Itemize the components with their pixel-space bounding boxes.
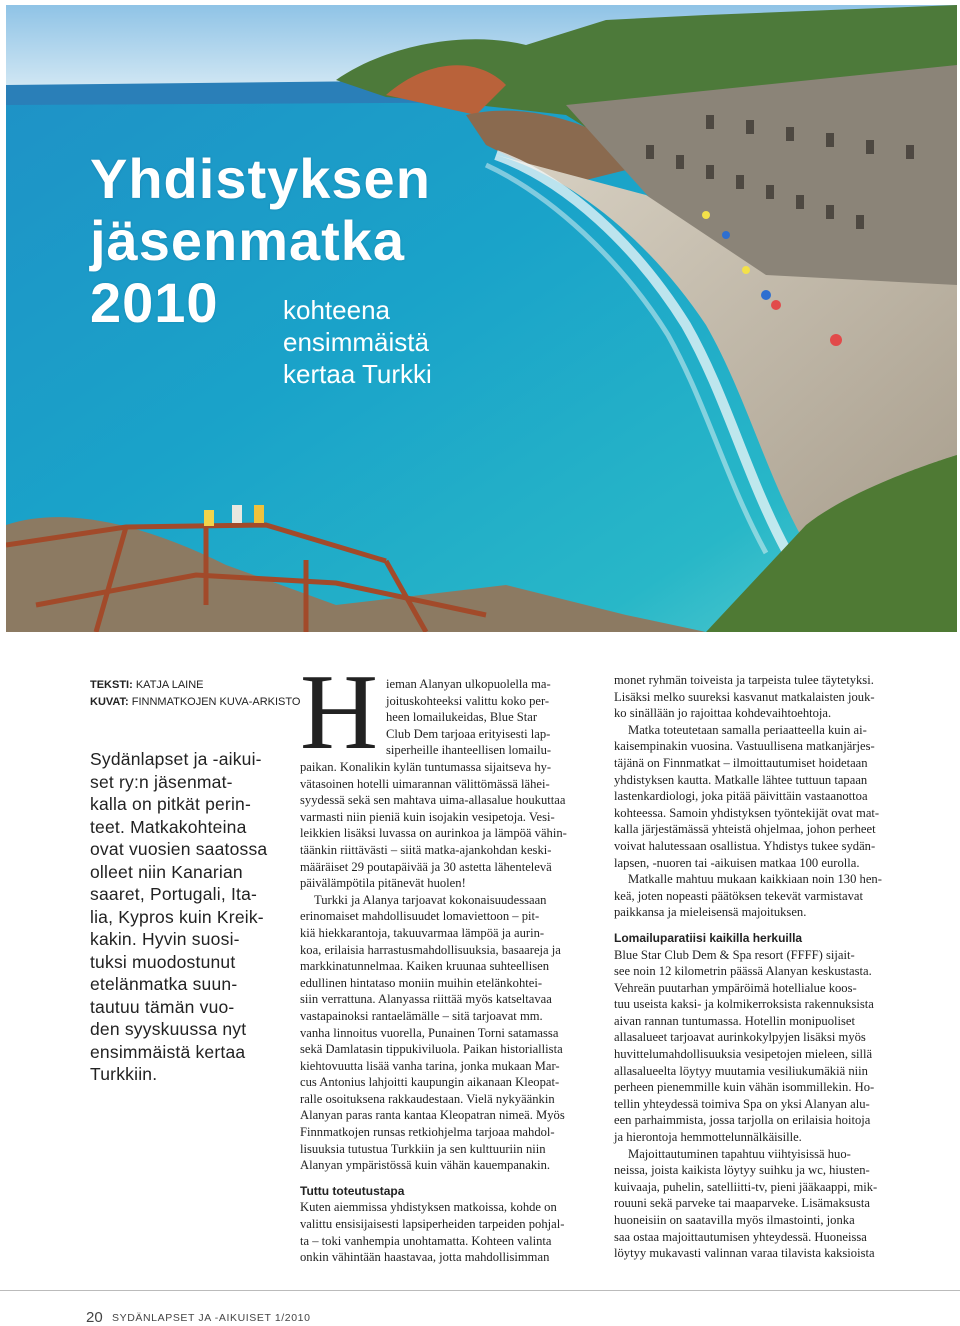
text-line: määräiset 29 poutapäivää ja 30 astetta lähentelevä — [300, 859, 552, 874]
text-line: ovat vuosien saatossa — [90, 839, 268, 859]
title-line-1: Yhdistyksen — [90, 147, 431, 210]
text-line: Kuten aiemmissa yhdistyksen matkoissa, kohde on — [300, 1200, 557, 1215]
text-line: see noin 12 kilometrin päässä Alanyan keskustasta. — [614, 964, 872, 979]
text-line: rouuni sekä parveke tai maaparveke. Lisämaksusta — [614, 1196, 870, 1211]
text-line: kakin. Hyvin suosi- — [90, 929, 240, 949]
text-line: Sydänlapset ja -aikui- — [90, 749, 262, 769]
text-line: huoneisiin on saatavilla myös ilmastointi, jonka — [614, 1213, 855, 1227]
text-line: Finnmatkojen runsas retkiohjelma tarjoaa mahdol- — [300, 1125, 555, 1140]
text-line: allasalueet tarjoavat aurinkokylpyjen lisäksi myös — [614, 1030, 866, 1045]
text-line: lapsen, -nuoren tai -aikuisen matkaa 100 eurolla. — [614, 855, 860, 870]
text-line: kuivaaja, puhelin, satelliitti-tv, pieni jääkaappi, mik- — [614, 1179, 878, 1194]
text-line: cus Antonius lahjoitti kaupungin aikanaan Kleopat- — [300, 1075, 560, 1090]
text-line: allasalueelta löytyy muutamia vesiliukumäkiä niin — [614, 1063, 868, 1078]
text-line: siin verrattuna. Alanyassa riittää myös katseltavaa — [300, 992, 552, 1007]
text-line: varmasti niin pieniä kuin isojakin vesipetoja. Vesi- — [300, 809, 555, 824]
text-line: yhdistyksen kautta. Matkalle lähtee tuttuun tapaan — [614, 772, 868, 787]
text-line: leikkien lisäksi luvassa on aurinkoa ja lämpöä vähin- — [300, 826, 567, 841]
text-line: Club Dem tarjoaa erityisesti lap- — [386, 726, 551, 741]
text-line: joituskohteeksi valittu koko per- — [386, 693, 550, 708]
text-line: Matkalle mahtuu mukaan kaikkiaan noin 130 hen- — [628, 872, 882, 887]
text-line: ko sinällään jo rajoittaa kohdevaihtoehtoja. — [614, 706, 832, 721]
text-line: kohteessa. Samoin yhdistyksen työntekijät ovat mat- — [614, 805, 880, 820]
text-line: täänkin riittävästi – siitä matka-ajankohdan keski- — [300, 842, 552, 857]
text-line: täjänä on Finnmatkat – ilmoittautumiset hoidetaan — [614, 755, 868, 770]
text-line: etelänmatka suun- — [90, 974, 238, 994]
text-line: heen lomailukeidas, Blue Star — [386, 710, 538, 725]
text-line: keä, joten nopeasti päätöksen tekevät varmistavat — [614, 888, 863, 903]
text-line: aivan rannan tuntumassa. Hotellin monipuoliset — [614, 1013, 855, 1028]
subtitle-line-3: kertaa Turkki — [283, 359, 432, 389]
text-line: ensimmäistä kertaa — [90, 1041, 246, 1062]
text-line: paikan. Konalikin kylän tuntumassa sijaitseva hy- — [300, 760, 552, 774]
magazine-name: SYDÄNLAPSET JA -AIKUISET 1/2010 — [112, 1312, 311, 1324]
text-line: vätasoinen hotelli uimarannan välittömässä lähei- — [300, 776, 550, 791]
text-line: markkinatunnelmaa. Kaiken kruunaa suhteellisen — [300, 959, 549, 974]
text-line: vanha linnoitus vuorella, Punainen Torni satamassa — [300, 1025, 559, 1040]
text-line: Turkki ja Alanya tarjoavat kokonaisuudessaan — [314, 892, 547, 907]
text-line: neissa, joista kaikista löytyy suihku ja wc, hiusten- — [614, 1163, 870, 1178]
text-credit: TEKSTI: KATJA LAINE — [90, 679, 204, 691]
lede-paragraph — [90, 748, 280, 1086]
text-line: Blue Star Club Dem & Spa resort (FFFF) sijait- — [614, 947, 855, 962]
text-line: tuu useista kaksi- ja kolmikerroksista rakennuksista — [614, 997, 874, 1012]
text-line: lastenkardiologi, joka pitää päivittäin vastaanottoa — [614, 789, 868, 804]
text-line: ja hierontoja hemmottelunnälkäisille. — [614, 1130, 802, 1145]
text-line: edullinen hintataso moniin muihin etelänkohtei- — [300, 975, 543, 990]
text-line: kiehtovuutta lisää vanha tarina, jonka mukaan Mar- — [300, 1058, 560, 1073]
text-line: olleet niin Kanarian — [90, 861, 243, 882]
text-line: ieman Alanyan ulkopuolella ma- — [386, 677, 551, 691]
text-line: monet ryhmän toiveista ja tarpeista tulee täytetyksi. — [614, 673, 874, 687]
text-line: siperheille ihanteellisen lomailu- — [386, 743, 552, 758]
text-line: päivälämpötila pitänevät huolen! — [300, 876, 466, 891]
text-line: kaisempinakin vuosina. Vastuullisena matkanjärjes- — [614, 739, 875, 754]
text-line: onkin vähintään haastavaa, jotta mahdollisimman — [300, 1250, 550, 1265]
text-line: tellin yhteydessä toimiva Spa on yksi Alanyan alu- — [614, 1096, 870, 1111]
article-subtitle — [283, 294, 432, 390]
text-line: koa, erilaisia harrastusmahdollisuuksia, basaareja ja — [300, 942, 561, 957]
text-line: een parhaimmista, jossa tarjolla on erilaisia hoitoja — [614, 1113, 871, 1128]
text-line: voivat halutessaan osallistua. Yhdistys tukee sydän- — [614, 838, 876, 853]
photo-credit: KUVAT: FINNMATKOJEN KUVA-ARKISTO — [90, 696, 301, 708]
column1-intro — [386, 676, 551, 759]
text-line: Lisäksi melko suureksi kasvanut matkalaisten jouk- — [614, 689, 875, 704]
text-line: saa ostaa majoittautumisen yhteydessä. Huoneissa — [614, 1229, 867, 1244]
text-line: Turkkiin. — [90, 1064, 158, 1084]
footer-rule — [0, 1290, 960, 1291]
text-line: valittu ensisijaisesti lapsiperheiden tarpeiden pohjal- — [300, 1217, 565, 1232]
text-line: Alanyan ympäristössä kuin vähän kauempanakin. — [300, 1158, 551, 1173]
text-line: set ry:n jäsenmat- — [90, 771, 233, 792]
text-line: den syyskuussa nyt — [90, 1019, 247, 1039]
text-line: löytyy mukavasti valinnan varaa tilavista kaksioista — [614, 1246, 875, 1261]
text-line: kalla on pitkät perin- — [90, 794, 252, 814]
text-line: huvittelumahdollisuuksia vesipetojen mieleen, sillä — [614, 1047, 873, 1062]
subtitle-line-2: ensimmäistä — [283, 327, 429, 357]
text-line: syydessä sekä sen mahtava uima-allasalue houkuttaa — [300, 793, 566, 808]
text-line: erinomaiset mahdollisuudet lomaviettoon – pit- — [300, 909, 540, 924]
title-line-2: jäsenmatka — [90, 209, 406, 272]
title-line-3: 2010 — [90, 271, 219, 334]
text-line: perheen pienemmille kuin vähän isommillekin. Ho- — [614, 1080, 875, 1095]
text-line: vastapainoksi rantaelämälle – sitä tarjoavat mm. — [300, 1008, 543, 1023]
text-line: Matka toteutetaan samalla periaatteella kuin ai- — [628, 722, 867, 737]
section-heading: Tuttu toteutustapa — [300, 1183, 405, 1198]
text-line: tautuu tämän vuo- — [90, 996, 235, 1017]
text-line: Vehreän puutarhan ympäröimä hotellialue koos- — [614, 980, 857, 995]
dropcap: H — [300, 653, 378, 772]
text-line: lisuuksia tutustua Turkkiin ja sen kulttuuriin niin — [300, 1141, 546, 1156]
text-line: Majoittautuminen tapahtuu viihtyisissä huo- — [628, 1146, 851, 1161]
text-line: paikkansa ja mieleisensä majoituksen. — [614, 905, 807, 920]
page-number: 20 — [86, 1309, 103, 1326]
text-line: Alanyan paras ranta kantaa Kleopatran nimeä. Myös — [300, 1108, 565, 1123]
text-line: kalla järjestämässä yhteistä ohjelmaa, johon perheet — [614, 822, 876, 837]
text-line: tuksi muodostunut — [90, 951, 236, 972]
article-credits — [90, 677, 300, 711]
column1-body — [300, 759, 567, 1266]
subtitle-line-1: kohteena — [283, 295, 390, 325]
section-heading: Lomailuparatiisi kaikilla herkuilla — [614, 930, 803, 945]
text-line: teet. Matkakohteina — [90, 816, 247, 837]
text-line: kiä hiekkarantoja, takuuvarmaa lämpöä ja aurin- — [300, 925, 545, 940]
text-line: saaret, Portugali, Ita- — [90, 884, 258, 904]
text-line: lia, Kypros kuin Kreik- — [90, 906, 264, 927]
text-line: sekä Damlatasin tippukiviluola. Paikan historiallista — [300, 1042, 563, 1057]
text-line: ta – toki vanhempia unohtamatta. Kohteen valinta — [300, 1233, 552, 1248]
column2-body — [614, 672, 882, 1262]
text-line: ralle osoituksena rakkaudestaan. Vielä nykyäänkin — [300, 1091, 555, 1106]
